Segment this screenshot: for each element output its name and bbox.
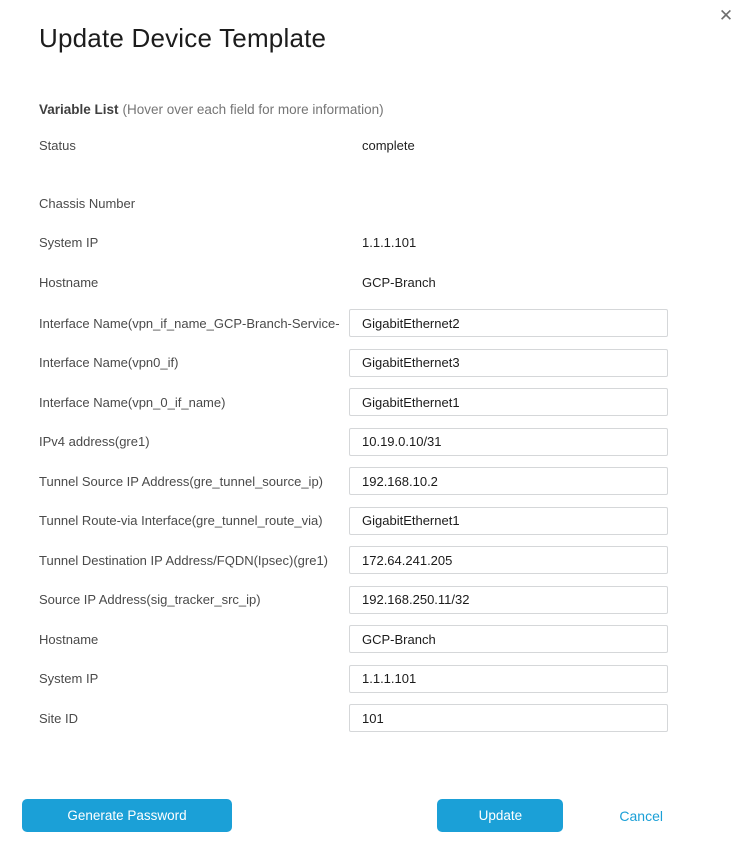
variable-label: Interface Name(vpn_0_if_name) — [39, 394, 226, 410]
page-title: Update Device Template — [39, 23, 327, 53]
variable-row-static — [0, 194, 752, 214]
variable-label: Hostname — [39, 275, 99, 290]
variable-label: Chassis Number — [39, 196, 136, 211]
variable-input[interactable] — [349, 467, 668, 495]
close-icon[interactable]: ✕ — [714, 4, 738, 28]
update-button[interactable]: Update — [437, 799, 563, 832]
variable-list-heading: Variable List — [39, 102, 119, 117]
variable-row-input — [0, 467, 752, 495]
variable-row-input — [0, 507, 752, 535]
variable-input[interactable] — [349, 586, 668, 614]
variable-label: Source IP Address(sig_tracker_src_ip) — [39, 592, 261, 607]
variable-row-input — [0, 349, 752, 377]
variable-label: System IP — [39, 235, 99, 250]
variable-row-input — [0, 586, 752, 614]
variable-row-static — [0, 273, 752, 293]
variable-input[interactable] — [349, 349, 668, 377]
variable-rows — [0, 136, 752, 732]
cancel-button[interactable]: Cancel — [619, 807, 663, 824]
variable-label: Tunnel Destination IP Address/FQDN(Ipsec)(gre1) — [39, 552, 329, 568]
variable-row-input — [0, 704, 752, 732]
variable-input[interactable] — [349, 625, 668, 653]
variable-value: 1.1.1.101 — [362, 235, 417, 250]
generate-password-button[interactable]: Generate Password — [22, 799, 232, 832]
variable-row-input — [0, 546, 752, 574]
variable-label: Tunnel Route-via Interface(gre_tunnel_route_via) — [39, 513, 323, 528]
variable-input[interactable] — [349, 665, 668, 693]
variable-label: Tunnel Source IP Address(gre_tunnel_source_ip) — [39, 473, 324, 489]
variable-list-hint: (Hover over each field for more information) — [122, 102, 384, 117]
variable-input[interactable] — [349, 309, 668, 337]
variable-label: Interface Name(vpn_if_name_GCP-Branch-Service- — [39, 315, 340, 331]
static-rows-group — [0, 136, 752, 293]
variable-value: GCP-Branch — [362, 275, 436, 290]
variable-label: Status — [39, 138, 76, 153]
variable-row-static — [0, 136, 752, 156]
variable-label: Site ID — [39, 710, 79, 726]
variable-label: System IP — [39, 671, 99, 686]
variable-row-input — [0, 625, 752, 653]
variable-input[interactable] — [349, 388, 668, 416]
variable-row-input — [0, 309, 752, 337]
variable-row-input — [0, 428, 752, 456]
footer-actions — [0, 799, 752, 832]
variable-label: Hostname — [39, 631, 99, 647]
variable-list-header — [39, 101, 752, 118]
variable-label: Interface Name(vpn0_if) — [39, 355, 179, 370]
variable-label: IPv4 address(gre1) — [39, 434, 150, 449]
variable-row-input — [0, 388, 752, 416]
variable-row-static — [0, 233, 752, 253]
variable-input[interactable] — [349, 704, 668, 732]
variable-value: complete — [362, 138, 415, 153]
variable-input[interactable] — [349, 507, 668, 535]
variable-input[interactable] — [349, 428, 668, 456]
variable-input[interactable] — [349, 546, 668, 574]
input-rows-group — [0, 309, 752, 732]
variable-row-input — [0, 665, 752, 693]
